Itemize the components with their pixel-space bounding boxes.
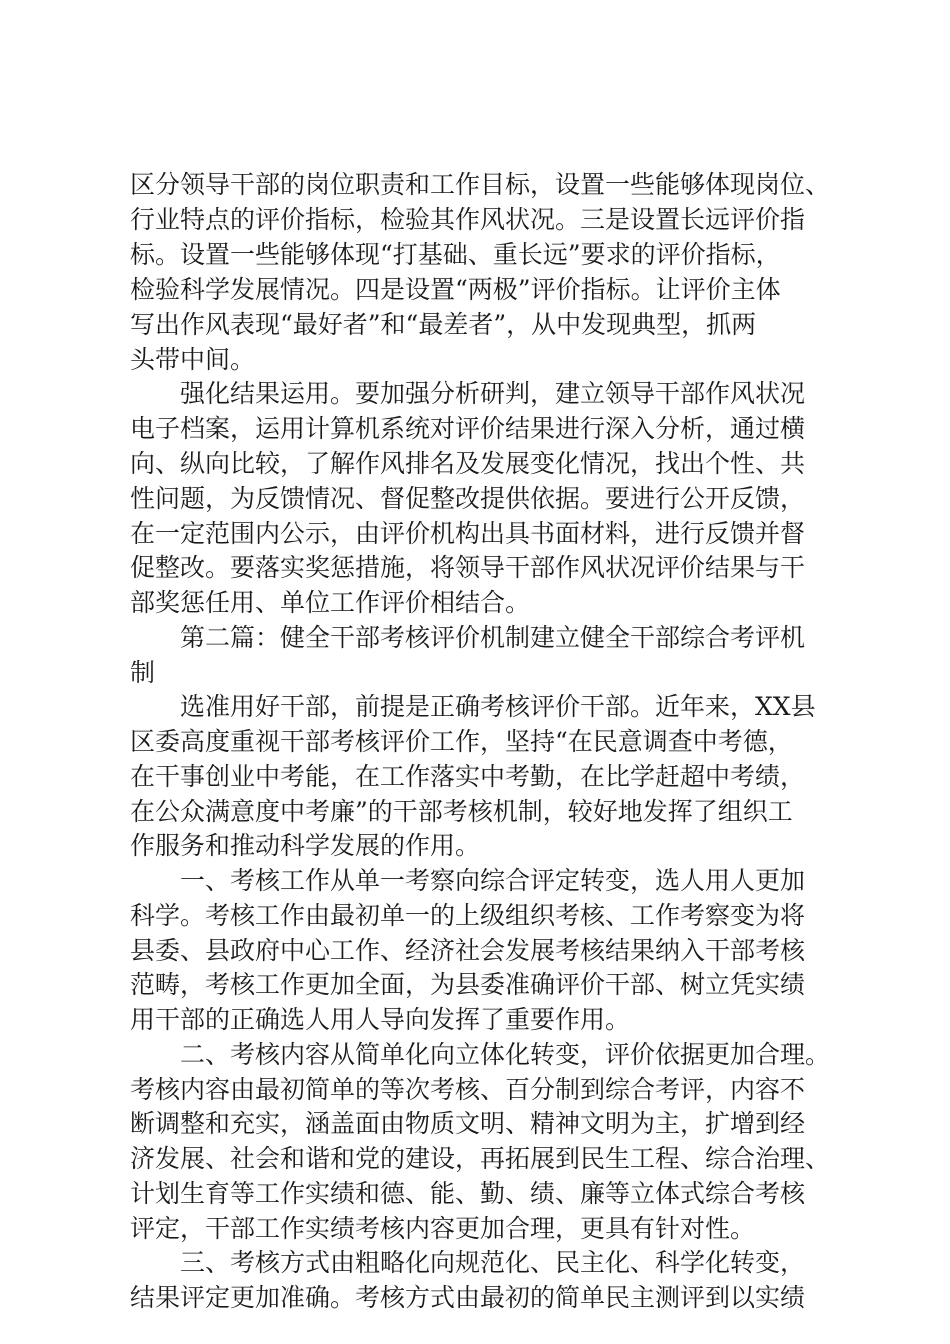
line-33: 结果评定更加准确。考核方式由最初的简单民主测评到以实绩 (130, 1283, 806, 1312)
line-01: 区分领导干部的岗位职责和工作目标，设置一些能够体现岗位、 (130, 170, 831, 199)
line-07: 强化结果运用。要加强分析研判，建立领导干部作风状况 (130, 379, 806, 408)
line-32: 三、考核方式由粗略化向规范化、民主化、科学化转变， (130, 1248, 806, 1277)
section-heading-cont: 制 (130, 658, 156, 687)
line-19: 在公众满意度中考廉”的干部考核机制，较好地发挥了组织工 (130, 797, 793, 826)
line-25: 用干部的正确选人用人导向发挥了重要作用。 (130, 1005, 631, 1034)
line-21: 一、考核工作从单一考察向综合评定转变，选人用人更加 (130, 866, 806, 895)
line-29: 济发展、社会和谐和党的建设，再拓展到民生工程、综合治理、 (130, 1144, 831, 1173)
line-02: 行业特点的评价指标，检验其作风状况。三是设置长远评价指 (130, 205, 806, 234)
line-17: 区委高度重视干部考核评价工作，坚持“在民意调查中考德， (130, 727, 793, 756)
line-09: 向、纵向比较，了解作风排名及发展变化情况，找出个性、共 (130, 449, 806, 478)
section-heading: 第二篇：健全干部考核评价机制建立健全干部综合考评机 (130, 623, 806, 652)
line-22: 科学。考核工作由最初单一的上级组织考核、工作考察变为将 (130, 901, 806, 930)
line-06: 头带中间。 (130, 345, 256, 374)
line-04: 检验科学发展情况。四是设置“两极”评价指标。让评价主体 (130, 275, 781, 304)
line-28: 断调整和充实，涵盖面由物质文明、精神文明为主，扩增到经 (130, 1109, 806, 1138)
line-18: 在干事创业中考能，在工作落实中考勤，在比学赶超中考绩， (130, 762, 806, 791)
line-05: 写出作风表现“最好者”和“最差者”，从中发现典型，抓两 (130, 310, 757, 339)
line-08: 电子档案，运用计算机系统对评价结果进行深入分析，通过横 (130, 414, 806, 443)
line-16: 选准用好干部，前提是正确考核评价干部。近年来，XX县 (130, 692, 816, 721)
line-11: 在一定范围内公示，由评价机构出具书面材料，进行反馈并督 (130, 519, 806, 548)
line-30: 计划生育等工作实绩和德、能、勤、绩、廉等立体式综合考核 (130, 1179, 806, 1208)
line-24: 范畴，考核工作更加全面，为县委准确评价干部、树立凭实绩 (130, 970, 806, 999)
line-13: 部奖惩任用、单位工作评价相结合。 (130, 588, 531, 617)
line-23: 县委、县政府中心工作、经济社会发展考核结果纳入干部考核 (130, 936, 806, 965)
line-03: 标。设置一些能够体现“打基础、重长远”要求的评价指标， (130, 240, 781, 269)
line-27: 考核内容由最初简单的等次考核、百分制到综合考评，内容不 (130, 1075, 806, 1104)
line-10: 性问题，为反馈情况、督促整改提供依据。要进行公开反馈， (130, 484, 806, 513)
line-26: 二、考核内容从简单化向立体化转变，评价依据更加合理。 (130, 1040, 831, 1069)
line-31: 评定，干部工作实绩考核内容更加合理，更具有针对性。 (130, 1214, 756, 1243)
line-12: 促整改。要落实奖惩措施，将领导干部作风状况评价结果与干 (130, 553, 806, 582)
line-20: 作服务和推动科学发展的作用。 (130, 831, 481, 860)
